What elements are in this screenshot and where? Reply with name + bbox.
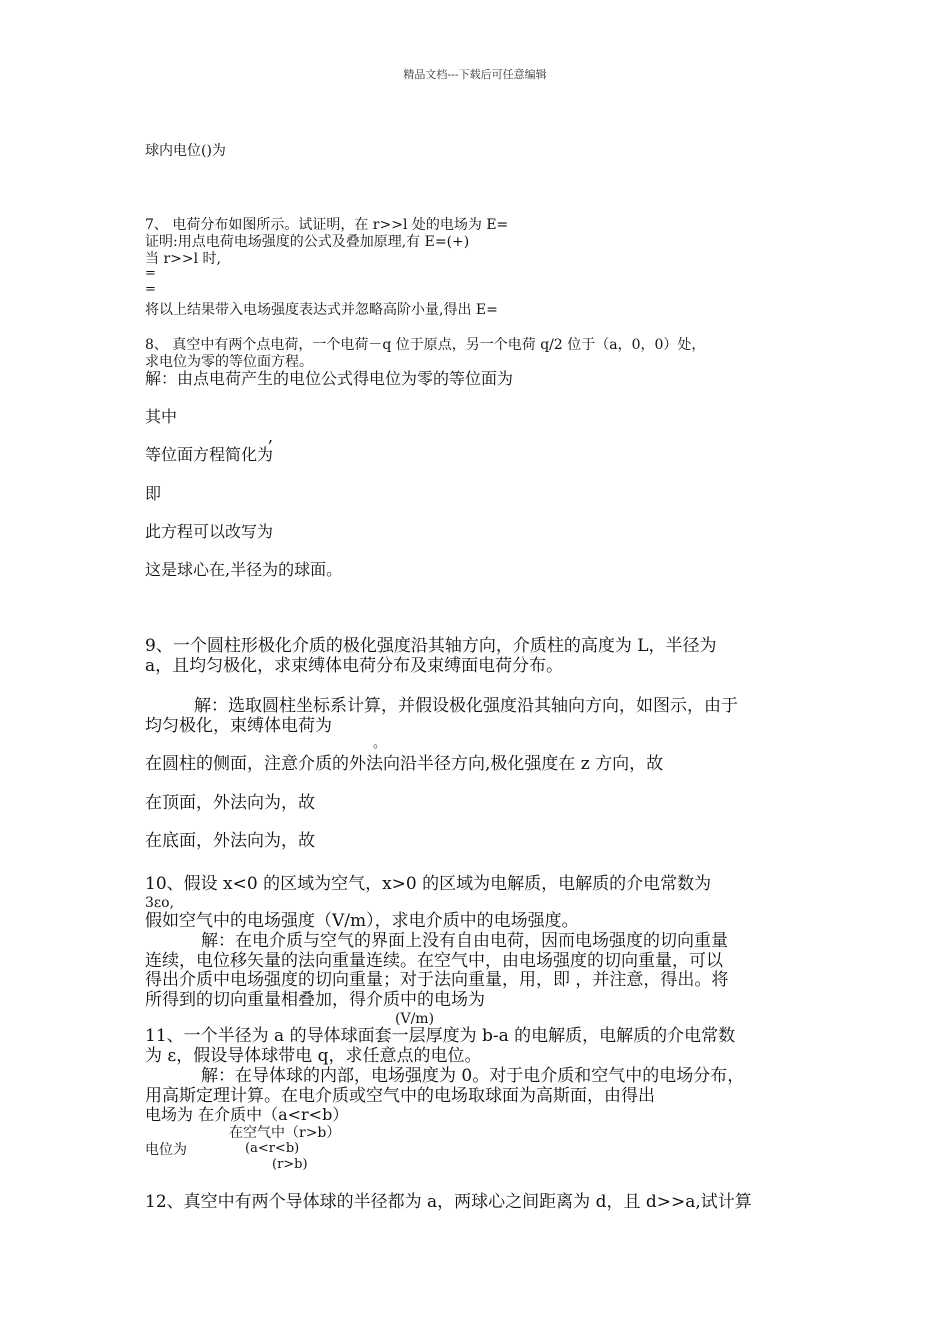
- problem-8-line-8: 此方程可以改写为: [145, 522, 274, 541]
- problem-11-line-8: (a<r<b): [245, 1141, 300, 1156]
- problem-8-line-9: 这是球心在,半径为的球面。: [145, 560, 343, 579]
- problem-7-line-5: =: [145, 282, 156, 297]
- problem-11-line-2: 为 ε，假设导体球带电 q，求任意点的电位。: [145, 1046, 482, 1066]
- problem-8-line-2: 求电位为零的等位面方程。: [145, 354, 313, 370]
- problem-11-line-7: 电位为: [145, 1142, 187, 1158]
- problem-8-line-4: 其中: [145, 407, 178, 426]
- problem-12-line-1: 12、真空中有两个导体球的半径都为 a，两球心之间距离为 d，且 d>>a,试计算: [145, 1192, 752, 1212]
- problem-8-line-3: 解：由点电荷产生的电位公式得电位为零的等位面为: [145, 369, 514, 388]
- problem-7-line-6: 将以上结果带入电场强度表达式并忽略高阶小量,得出 E=: [145, 302, 498, 318]
- problem-10-line-3: 假如空气中的电场强度（V/m），求电介质中的电场强度。: [145, 911, 579, 931]
- problem-9-line-3: 解：选取圆柱坐标系计算，并假设极化强度沿其轴向方向，如图示，由于: [194, 696, 738, 716]
- text-line: 球内电位()为: [145, 143, 226, 159]
- problem-11-line-9: (r>b): [272, 1157, 308, 1172]
- problem-7-line-3: 当 r>>l 时,: [145, 251, 221, 267]
- problem-10-line-7: 所得到的切向重量相叠加，得介质中的电场为: [145, 990, 485, 1010]
- problem-11-line-1: 11、一个半径为 a 的导体球面套一层厚度为 b-a 的电解质，电解质的介电常数: [145, 1026, 736, 1046]
- problem-7-line-4: =: [145, 266, 156, 281]
- problem-9-line-7: 在顶面，外法向为，故: [145, 793, 315, 813]
- problem-8-line-5: ,: [268, 427, 274, 446]
- problem-11-line-6: 在空气中（r>b）: [229, 1125, 341, 1141]
- problem-9-line-6: 在圆柱的侧面，注意介质的外法向沿半径方向,极化强度在 z 方向，故: [145, 754, 664, 774]
- problem-11-line-3: 解：在导体球的内部，电场强度为 0。对于电介质和空气中的电场分布，: [201, 1066, 745, 1086]
- problem-11-line-4: 用高斯定理计算。在电介质或空气中的电场取球面为高斯面，由得出: [145, 1086, 655, 1106]
- problem-10-line-8: (V/m): [395, 1011, 435, 1027]
- problem-9-line-2: a，且均匀极化，求束缚体电荷分布及束缚面电荷分布。: [145, 656, 564, 676]
- problem-7-line-1: 7、 电荷分布如图所示。试证明，在 r>>l 处的电场为 E=: [145, 217, 509, 233]
- problem-9-line-4: 均匀极化，束缚体电荷为: [145, 716, 332, 736]
- problem-9-line-8: 在底面，外法向为，故: [145, 831, 315, 851]
- problem-8-line-1: 8、 真空中有两个点电荷，一个电荷－q 位于原点，另一个电荷 q/2 位于（a，0，0）处，: [145, 337, 706, 353]
- problem-10-line-1: 10、假设 x<0 的区域为空气，x>0 的区域为电解质，电解质的介电常数为: [145, 874, 712, 894]
- problem-9-line-1: 9、一个圆柱形极化介质的极化强度沿其轴方向，介质柱的高度为 L，半径为: [145, 636, 717, 656]
- problem-10-line-6: 得出介质中电场强度的切向重量；对于法向重量，用，即 ，并注意，得出。将: [145, 970, 729, 990]
- problem-11-line-5: 电场为 在介质中（a<r<b）: [145, 1105, 349, 1124]
- problem-8-line-7: 即: [145, 484, 162, 503]
- problem-9-line-5: 。: [373, 736, 387, 751]
- problem-8-line-6: 等位面方程简化为: [145, 445, 274, 464]
- problem-10-line-5: 连续，电位移矢量的法向重量连续。在空气中，由电场强度的切向重量，可以: [145, 951, 723, 971]
- page-header: 精品文档---下载后可任意编辑: [403, 68, 547, 81]
- problem-10-line-2: 3εo,: [145, 895, 175, 911]
- problem-7-line-2: 证明:用点电荷电场强度的公式及叠加原理,有 E=(+): [145, 234, 470, 250]
- problem-10-line-4: 解：在电介质与空气的界面上没有自由电荷，因而电场强度的切向重量: [201, 931, 728, 951]
